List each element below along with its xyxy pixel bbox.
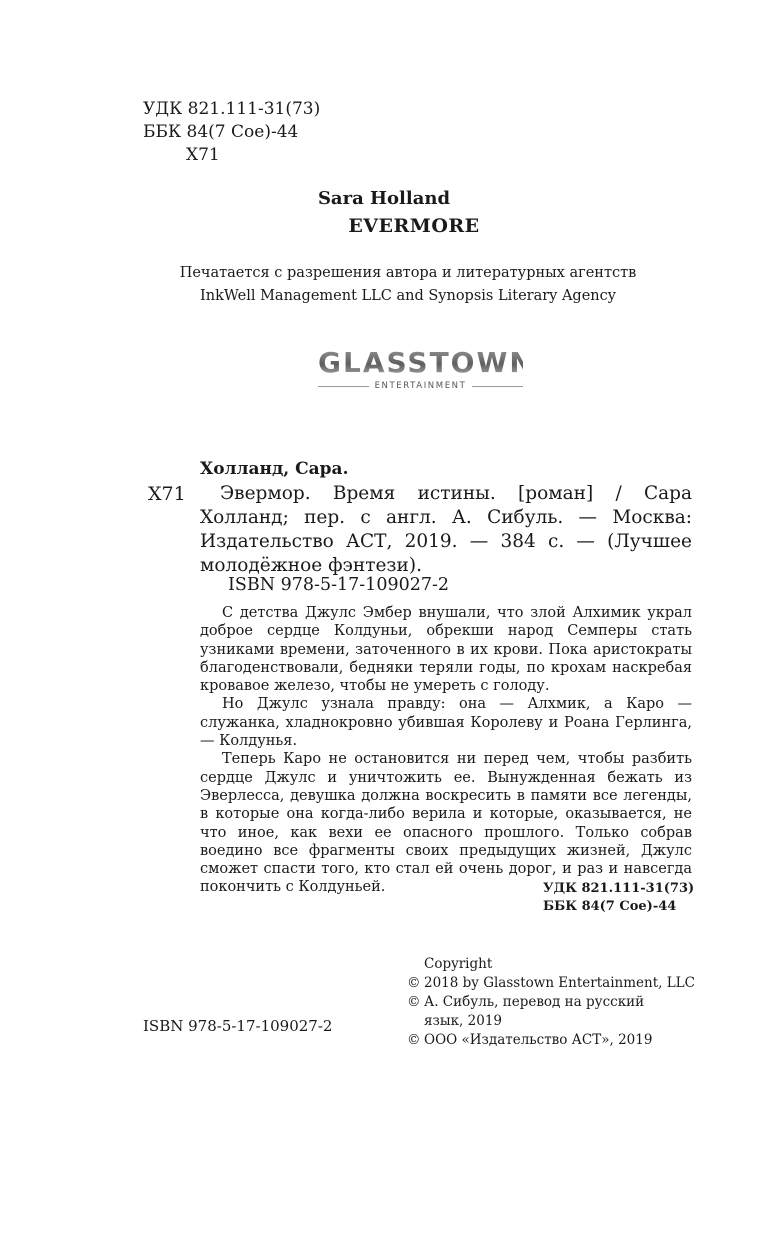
copyright-row	[407, 993, 695, 1031]
rights-line-1: Печатается с разрешения автора и литературных агентств	[179, 265, 637, 281]
bbk-code: ББК 84(7 Сое)-44	[143, 122, 299, 142]
bibliographic-author: Холланд, Сара.	[200, 459, 349, 479]
original-author: Sara Holland	[317, 188, 451, 209]
glasstown-logo	[318, 346, 535, 396]
logo-subtitle-row	[318, 381, 523, 391]
copyright-icon: ©	[407, 994, 421, 1010]
classification-codes-bottom	[543, 880, 694, 916]
copyright-line: 2018 by Glasstown Entertainment, LLC	[424, 975, 695, 991]
annotation	[200, 604, 695, 897]
copyright-icon: ©	[407, 975, 421, 991]
logo-rule-right	[472, 386, 523, 387]
classification-codes-top	[143, 98, 320, 167]
isbn: ISBN 978-5-17-109027-2	[228, 575, 450, 595]
copyright-line: ООО «Издательство АСТ», 2019	[424, 1032, 653, 1048]
logo-subtitle: ENTERTAINMENT	[374, 381, 467, 391]
copyright-block	[407, 955, 695, 1050]
description-text: Эвермор. Время истины. [роман] / Сара Холланд; пер. с англ. А. Сибуль. — Москва: Издательство АСТ, 2019. — 384 с. — (Лучшее молодёжное фэнтези).	[200, 483, 692, 576]
copyright-row	[407, 974, 695, 993]
logo-rule-left	[318, 386, 369, 387]
original-title: EVERMORE	[348, 215, 480, 237]
author-mark: Х71	[186, 145, 220, 165]
copyright-heading: Copyright	[424, 956, 493, 972]
copyright-line: А. Сибуль, перевод на русский язык, 2019	[424, 994, 645, 1029]
udk-code-bottom: УДК 821.111-31(73)	[543, 881, 695, 896]
logo-wordmark: GLASSTOWN	[318, 346, 535, 379]
bibliographic-description	[200, 482, 692, 578]
annotation-paragraph: Но Джулс узнала правду: она — Алхмик, а Каро — служанка, хладнокровно убившая Королеву и Роана Герлинга, — Колдунья.	[200, 696, 692, 750]
isbn-bottom: ISBN 978-5-17-109027-2	[143, 1017, 333, 1035]
copyright-heading-row	[407, 955, 695, 974]
udk-code: УДК 821.111-31(73)	[143, 99, 321, 119]
rights-notice	[0, 262, 768, 308]
bbk-code-bottom: ББК 84(7 Сое)-44	[543, 899, 677, 914]
bibliographic-code: Х71	[148, 483, 186, 505]
annotation-paragraph: С детства Джулс Эмбер внушали, что злой Алхимик украл доброе сердце Колдуньи, обрекши народ Семперы стать узниками времени, заточенного в их крови. Пока аристократы благоденствовали, бедняки теряли годы, по крохам наскребая кровавое железо, чтобы не умереть с голоду.	[200, 605, 692, 695]
copyright-icon: ©	[407, 1032, 421, 1048]
annotation-paragraph: Теперь Каро не остановится ни перед чем, чтобы разбить сердце Джулс и уничтожить ее. Вынужденная бежать из Эверлесса, девушка должна воскресить в памяти все легенды, в которые она когда-либо верила и которые, оказывается, не что иное, как вехи ее опасного прошлого. Только собрав воедино все фрагменты своих предыдущих жизней, Джулс сможет спасти того, кто стал ей очень дорог, и раз и навсегда покончить с Колдуньей.	[200, 751, 692, 896]
rights-line-2: InkWell Management LLC and Synopsis Literary Agency	[200, 288, 616, 304]
copyright-row	[407, 1031, 695, 1050]
